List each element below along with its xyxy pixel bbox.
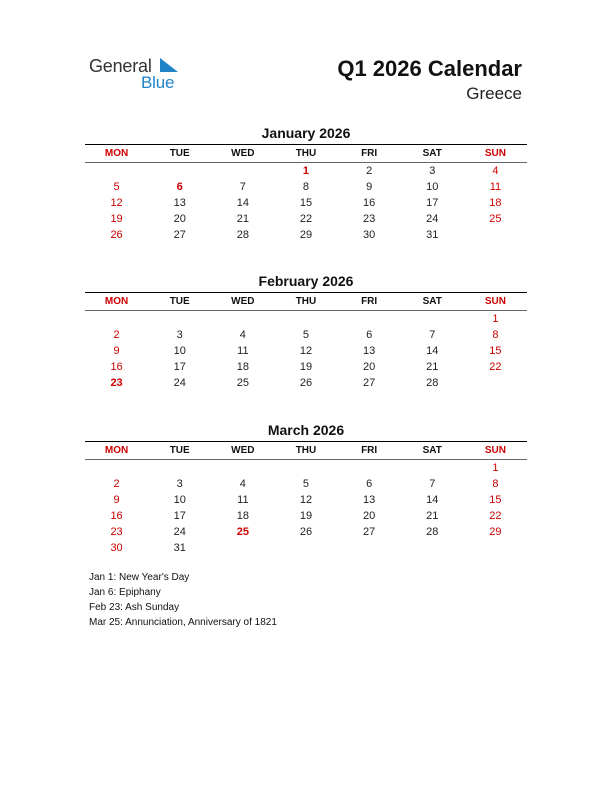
day-cell: 10 [173, 494, 186, 506]
logo-word-blue: Blue [141, 73, 175, 92]
day-cell: 1 [492, 313, 499, 325]
day-cell: 4 [239, 478, 246, 490]
day-cell: 2 [113, 329, 120, 341]
weekday-label: SAT [422, 445, 442, 456]
weekday-label: FRI [361, 445, 378, 456]
day-cell: 27 [363, 526, 376, 538]
day-cell: 12 [299, 494, 313, 506]
weekday-label: WED [231, 445, 255, 456]
weekday-label: TUE [169, 296, 190, 307]
day-cell: 3 [176, 329, 183, 341]
day-cell [85, 163, 148, 179]
day-cell [464, 375, 527, 391]
day-cell: 12 [110, 197, 123, 209]
day-cell [148, 163, 211, 179]
day-cell: 3 [176, 478, 183, 490]
day-cell: 21 [236, 213, 249, 225]
day-cell: 31 [173, 542, 186, 554]
weekday-header [85, 145, 527, 162]
weekday-label: FRI [361, 296, 378, 307]
day-cell: 23 [110, 526, 123, 538]
logo-word-general: General [89, 56, 152, 76]
day-cell: 16 [110, 361, 123, 373]
day-cell: 20 [363, 361, 376, 373]
day-cell: 24 [173, 526, 186, 538]
day-cell: 19 [299, 510, 313, 522]
weekday-label: WED [231, 148, 255, 159]
day-cell: 26 [299, 526, 313, 538]
day-cell: 22 [489, 510, 502, 522]
month-title: February 2026 [258, 273, 354, 289]
day-grid [85, 311, 527, 391]
generalblue-logo [89, 56, 189, 92]
logo-triangle-icon [160, 58, 178, 72]
day-cell: 13 [173, 197, 186, 209]
month-block [85, 422, 527, 556]
day-cell: 29 [489, 526, 502, 538]
day-grid [85, 460, 527, 556]
month-block [85, 273, 527, 391]
day-cell: 6 [366, 478, 373, 490]
day-cell: 14 [426, 494, 439, 506]
day-cell: 23 [363, 213, 376, 225]
day-cell: 9 [113, 494, 120, 506]
day-cell: 11 [237, 345, 249, 357]
day-cell: 21 [426, 361, 439, 373]
weekday-label: WED [231, 296, 255, 307]
weekday-label: SUN [484, 445, 506, 456]
weekday-label: MON [104, 296, 129, 307]
day-cell: 17 [173, 361, 186, 373]
day-cell: 15 [489, 345, 502, 357]
day-cell: 11 [489, 181, 502, 193]
day-cell: 15 [489, 494, 502, 506]
day-cell: 26 [110, 229, 123, 241]
day-cell: 29 [299, 229, 313, 241]
day-cell: 16 [363, 197, 376, 209]
day-cell: 10 [426, 181, 439, 193]
day-cell: 1 [302, 165, 310, 177]
day-cell [338, 460, 401, 476]
day-cell: 24 [173, 377, 186, 389]
day-grid [85, 163, 527, 243]
day-cell: 2 [113, 478, 120, 490]
day-cell: 4 [492, 165, 499, 177]
day-cell [401, 460, 464, 476]
day-cell [85, 311, 148, 327]
day-cell: 3 [429, 165, 436, 177]
day-cell: 26 [299, 377, 313, 389]
day-cell [211, 311, 274, 327]
weekday-label: MON [104, 445, 129, 456]
day-cell: 17 [173, 510, 186, 522]
weekday-label: SAT [422, 296, 442, 307]
day-cell: 9 [366, 181, 373, 193]
day-cell: 14 [236, 197, 249, 209]
weekday-label: TUE [169, 148, 190, 159]
day-cell: 22 [489, 361, 502, 373]
day-cell [401, 540, 464, 556]
day-cell: 24 [426, 213, 439, 225]
day-cell: 13 [363, 345, 376, 357]
month-title: March 2026 [267, 422, 345, 438]
day-cell: 31 [426, 229, 439, 241]
weekday-header [85, 293, 527, 310]
day-cell: 13 [363, 494, 376, 506]
day-cell [338, 540, 401, 556]
country-name: Greece [466, 84, 522, 103]
weekday-label: THU [295, 445, 317, 456]
weekday-label: SAT [422, 148, 442, 159]
day-cell: 6 [366, 329, 373, 341]
day-cell: 28 [426, 526, 439, 538]
holiday-note: Jan 6: Epiphany [89, 587, 161, 598]
day-cell: 27 [173, 229, 186, 241]
day-cell [274, 311, 337, 327]
day-cell: 19 [299, 361, 313, 373]
page-title: Q1 2026 Calendar [337, 56, 522, 81]
day-cell [211, 540, 274, 556]
day-cell: 17 [426, 197, 439, 209]
holiday-notes [89, 570, 277, 630]
day-cell: 7 [429, 329, 436, 341]
day-cell: 7 [429, 478, 436, 490]
day-cell [338, 311, 401, 327]
day-cell: 23 [110, 377, 123, 389]
day-cell [211, 460, 274, 476]
day-cell: 30 [110, 542, 123, 554]
day-cell: 5 [113, 181, 120, 193]
weekday-label: THU [295, 148, 317, 159]
day-cell [211, 163, 274, 179]
month-block [85, 125, 527, 243]
day-cell: 18 [236, 510, 249, 522]
day-cell [464, 540, 527, 556]
day-cell: 8 [492, 329, 499, 341]
day-cell: 2 [366, 165, 373, 177]
weekday-label: SUN [484, 148, 506, 159]
day-cell: 20 [363, 510, 376, 522]
day-cell: 22 [299, 213, 313, 225]
day-cell: 4 [239, 329, 246, 341]
day-cell: 14 [426, 345, 439, 357]
day-cell: 25 [236, 377, 249, 389]
day-cell: 5 [302, 478, 310, 490]
weekday-label: THU [295, 296, 317, 307]
day-cell: 28 [426, 377, 439, 389]
day-cell: 11 [237, 494, 249, 506]
day-cell: 5 [302, 329, 310, 341]
day-cell: 18 [236, 361, 249, 373]
day-cell: 15 [299, 197, 313, 209]
day-cell [148, 311, 211, 327]
day-cell [401, 311, 464, 327]
day-cell: 21 [426, 510, 439, 522]
weekday-label: TUE [169, 445, 190, 456]
holiday-note: Feb 23: Ash Sunday [89, 602, 180, 613]
day-cell: 8 [492, 478, 499, 490]
weekday-label: SUN [484, 296, 506, 307]
day-cell: 9 [113, 345, 120, 357]
day-cell [464, 227, 527, 243]
weekday-label: FRI [361, 148, 378, 159]
month-title: January 2026 [261, 125, 351, 141]
day-cell: 27 [363, 377, 376, 389]
day-cell: 18 [489, 197, 502, 209]
day-cell: 8 [302, 181, 310, 193]
day-cell [274, 460, 337, 476]
day-cell [85, 460, 148, 476]
day-cell: 28 [236, 229, 249, 241]
holiday-note: Mar 25: Annunciation, Anniversary of 1821 [89, 617, 277, 628]
day-cell: 6 [176, 181, 183, 193]
day-cell: 7 [239, 181, 246, 193]
day-cell: 19 [110, 213, 123, 225]
holiday-note: Jan 1: New Year's Day [89, 572, 190, 583]
day-cell: 10 [173, 345, 186, 357]
day-cell [148, 460, 211, 476]
day-cell [274, 540, 337, 556]
day-cell: 1 [492, 462, 499, 474]
day-cell: 25 [236, 526, 249, 538]
weekday-label: MON [104, 148, 129, 159]
day-cell: 30 [363, 229, 376, 241]
day-cell: 12 [299, 345, 313, 357]
weekday-header [85, 442, 527, 459]
day-cell: 20 [173, 213, 186, 225]
day-cell: 25 [489, 213, 502, 225]
day-cell: 16 [110, 510, 123, 522]
